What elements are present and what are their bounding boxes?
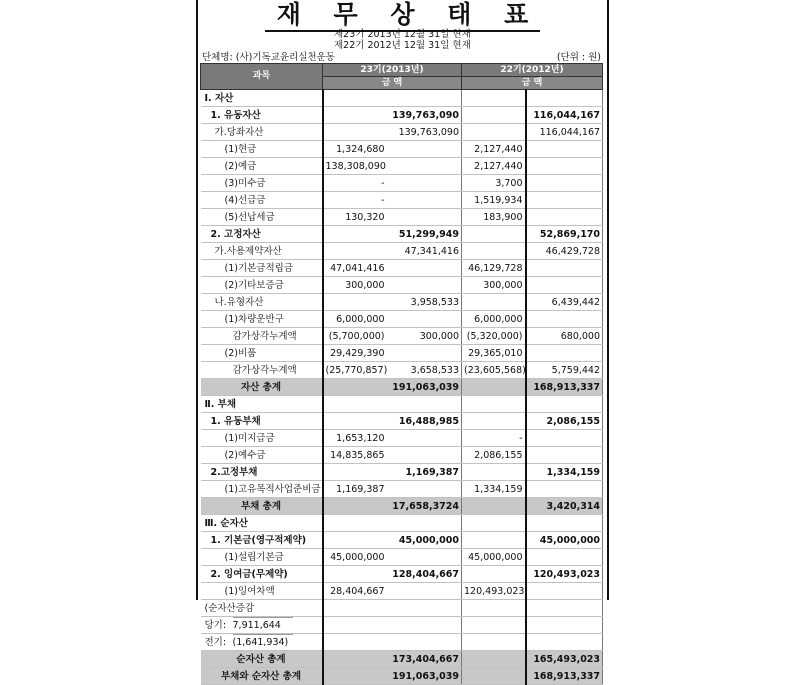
current-amount-cell: 3,658,533 xyxy=(387,362,462,379)
current-amount-cell: 3,958,533 xyxy=(387,294,462,311)
table-row xyxy=(201,362,603,379)
account-cell: (1)잉여차액 xyxy=(201,583,323,600)
prior-amount-cell xyxy=(526,549,603,566)
table-body xyxy=(201,90,603,685)
account-cell: 순자산 총계 xyxy=(201,651,323,668)
current-amount-cell: 300,000 xyxy=(387,328,462,345)
account-cell: (2)예금 xyxy=(201,158,323,175)
account-cell: 가.당좌자산 xyxy=(201,124,323,141)
prior-detail-cell: 1,519,934 xyxy=(462,192,526,209)
table-row xyxy=(201,447,603,464)
organization-name: 단체명: (사)기독교윤리실천운동 xyxy=(202,52,335,63)
prior-detail-cell: 2,127,440 xyxy=(462,141,526,158)
account-cell: (2)비품 xyxy=(201,345,323,362)
account-cell: Ⅱ. 부채 xyxy=(201,396,323,413)
current-detail-cell: 1,169,387 xyxy=(323,481,387,498)
current-amount-cell xyxy=(387,90,462,107)
account-cell: (1)고유목적사업준비금 xyxy=(201,481,323,498)
total-row xyxy=(201,498,603,515)
prior-amount-cell xyxy=(526,158,603,175)
prior-amount-cell xyxy=(526,447,603,464)
current-amount-cell xyxy=(387,260,462,277)
account-cell: (1)차량운반구 xyxy=(201,311,323,328)
current-detail-cell: - xyxy=(323,175,387,192)
prior-detail-cell xyxy=(462,600,526,617)
account-header: 과목 xyxy=(201,64,323,90)
current-detail-cell xyxy=(323,396,387,413)
current-detail-cell: 130,320 xyxy=(323,209,387,226)
table-row xyxy=(201,481,603,498)
table-row xyxy=(201,226,603,243)
account-cell: (2)기타보증금 xyxy=(201,277,323,294)
current-amount-cell xyxy=(387,447,462,464)
current-amount-cell xyxy=(387,192,462,209)
current-detail-cell: 45,000,000 xyxy=(323,549,387,566)
prior-detail-cell xyxy=(462,464,526,481)
table-row xyxy=(201,600,603,617)
table-row xyxy=(201,345,603,362)
table-row xyxy=(201,549,603,566)
prior-amount-cell: 116,044,167 xyxy=(526,124,603,141)
current-amount-cell xyxy=(387,175,462,192)
prior-detail-cell xyxy=(462,90,526,107)
prior-detail-cell: (23,605,568) xyxy=(462,362,526,379)
prior-amount-cell: 6,439,442 xyxy=(526,294,603,311)
prior-detail-cell xyxy=(462,396,526,413)
prior-amount-cell: 165,493,023 xyxy=(526,651,603,668)
prior-amount-cell xyxy=(526,515,603,532)
note-label: 당기: xyxy=(204,620,227,631)
current-amount-cell: 139,763,090 xyxy=(387,107,462,124)
prior-detail-cell xyxy=(462,668,526,685)
prior-detail-cell: 2,086,155 xyxy=(462,447,526,464)
prior-amount-cell xyxy=(526,277,603,294)
account-cell: 2.고정부채 xyxy=(201,464,323,481)
prior-amount-cell xyxy=(526,583,603,600)
current-detail-cell: 47,041,416 xyxy=(323,260,387,277)
account-cell: (1)기본금적립금 xyxy=(201,260,323,277)
account-cell: (5)선납세금 xyxy=(201,209,323,226)
prior-amount-header: 금 액 xyxy=(462,77,603,90)
prior-detail-cell xyxy=(462,634,526,651)
prior-detail-cell xyxy=(462,566,526,583)
current-amount-cell: 128,404,667 xyxy=(387,566,462,583)
current-amount-cell: 139,763,090 xyxy=(387,124,462,141)
current-detail-cell xyxy=(323,498,387,515)
current-detail-cell xyxy=(323,107,387,124)
current-amount-cell: 45,000,000 xyxy=(387,532,462,549)
prior-amount-cell xyxy=(526,175,603,192)
table-row xyxy=(201,464,603,481)
current-detail-cell xyxy=(323,90,387,107)
prior-amount-cell: 52,869,170 xyxy=(526,226,603,243)
account-cell: (1)설립기본금 xyxy=(201,549,323,566)
prior-amount-cell: 3,420,314 xyxy=(526,498,603,515)
account-cell: (1)미지급금 xyxy=(201,430,323,447)
current-detail-cell: 138,308,090 xyxy=(323,158,387,175)
table-row xyxy=(201,566,603,583)
current-detail-cell xyxy=(323,294,387,311)
table-row xyxy=(201,124,603,141)
account-cell: (3)미수금 xyxy=(201,175,323,192)
prior-amount-cell xyxy=(526,345,603,362)
current-amount-cell: 17,658,3724 xyxy=(387,498,462,515)
current-detail-cell xyxy=(323,413,387,430)
prior-amount-cell xyxy=(526,260,603,277)
current-amount-cell: 51,299,949 xyxy=(387,226,462,243)
organization-line xyxy=(202,52,601,63)
current-amount-header: 금 액 xyxy=(323,77,462,90)
prior-amount-cell: 45,000,000 xyxy=(526,532,603,549)
prior-amount-cell: 120,493,023 xyxy=(526,566,603,583)
current-amount-cell xyxy=(387,481,462,498)
table-row xyxy=(201,192,603,209)
account-cell: (4)선급금 xyxy=(201,192,323,209)
current-amount-cell: 191,063,039 xyxy=(387,379,462,396)
table-row xyxy=(201,260,603,277)
account-cell: 가.사용제약자산 xyxy=(201,243,323,260)
current-amount-cell xyxy=(387,515,462,532)
account-cell xyxy=(201,634,323,651)
prior-detail-cell: 45,000,000 xyxy=(462,549,526,566)
current-amount-cell: 173,404,667 xyxy=(387,651,462,668)
account-cell: 1. 기본금(영구적제약) xyxy=(201,532,323,549)
account-cell: Ⅰ. 자산 xyxy=(201,90,323,107)
account-cell: 1. 유동자산 xyxy=(201,107,323,124)
account-cell: 1. 유동부채 xyxy=(201,413,323,430)
prior-detail-cell: - xyxy=(462,430,526,447)
balance-sheet-document xyxy=(196,0,609,682)
current-period-header: 23기(2013년) xyxy=(323,64,462,77)
unit-label: (단위 : 원) xyxy=(556,52,601,63)
table-row xyxy=(201,243,603,260)
current-amount-cell xyxy=(387,141,462,158)
prior-amount-cell xyxy=(526,617,603,634)
prior-amount-cell: 168,913,337 xyxy=(526,379,603,396)
account-cell: 부채 총계 xyxy=(201,498,323,515)
prior-detail-cell xyxy=(462,226,526,243)
prior-amount-cell xyxy=(526,311,603,328)
current-detail-cell xyxy=(323,124,387,141)
table-row xyxy=(201,311,603,328)
prior-amount-cell xyxy=(526,141,603,158)
current-amount-cell xyxy=(387,634,462,651)
prior-amount-cell xyxy=(526,209,603,226)
prior-detail-cell xyxy=(462,379,526,396)
account-cell: 부채와 순자산 총계 xyxy=(201,668,323,685)
total-row xyxy=(201,379,603,396)
table-row xyxy=(201,634,603,651)
table-row xyxy=(201,175,603,192)
prior-amount-cell xyxy=(526,600,603,617)
period-prior-line: 제22기 2012년 12월 31일 현재 xyxy=(334,40,471,51)
prior-detail-cell: 2,127,440 xyxy=(462,158,526,175)
account-cell: 2. 잉여금(무제약) xyxy=(201,566,323,583)
total-row xyxy=(201,668,603,685)
current-detail-cell: 1,324,680 xyxy=(323,141,387,158)
prior-detail-cell: 3,700 xyxy=(462,175,526,192)
current-amount-cell xyxy=(387,396,462,413)
table-row xyxy=(201,277,603,294)
current-amount-cell xyxy=(387,209,462,226)
table-row xyxy=(201,413,603,430)
current-amount-cell xyxy=(387,583,462,600)
table-row xyxy=(201,617,603,634)
account-cell: 감가상각누계액 xyxy=(201,362,323,379)
account-cell: 자산 총계 xyxy=(201,379,323,396)
account-cell: (순자산증감 xyxy=(201,600,323,617)
current-amount-cell: 16,488,985 xyxy=(387,413,462,430)
table-row xyxy=(201,396,603,413)
prior-detail-cell xyxy=(462,294,526,311)
current-detail-cell: 29,429,390 xyxy=(323,345,387,362)
account-cell: (1)현금 xyxy=(201,141,323,158)
table-row xyxy=(201,107,603,124)
current-amount-cell xyxy=(387,277,462,294)
period-current-line: 제23기 2013년 12월 31일 현재 xyxy=(334,29,471,40)
prior-detail-cell xyxy=(462,124,526,141)
table-row xyxy=(201,430,603,447)
prior-detail-cell: 29,365,010 xyxy=(462,345,526,362)
current-amount-cell xyxy=(387,600,462,617)
current-detail-cell xyxy=(323,379,387,396)
table-row xyxy=(201,141,603,158)
prior-amount-cell xyxy=(526,634,603,651)
account-cell: 감가상각누계액 xyxy=(201,328,323,345)
prior-detail-cell xyxy=(462,515,526,532)
current-detail-cell xyxy=(323,651,387,668)
table-row xyxy=(201,158,603,175)
account-cell: 2. 고정자산 xyxy=(201,226,323,243)
prior-amount-cell: 168,913,337 xyxy=(526,668,603,685)
note-amount: (1,641,934) xyxy=(233,634,293,650)
prior-detail-cell: 6,000,000 xyxy=(462,311,526,328)
table-row xyxy=(201,583,603,600)
current-detail-cell xyxy=(323,532,387,549)
total-row xyxy=(201,651,603,668)
prior-amount-cell: 680,000 xyxy=(526,328,603,345)
current-amount-cell: 47,341,416 xyxy=(387,243,462,260)
document-title xyxy=(198,1,607,32)
current-amount-cell xyxy=(387,430,462,447)
current-detail-cell: (25,770,857) xyxy=(323,362,387,379)
prior-amount-cell: 5,759,442 xyxy=(526,362,603,379)
current-detail-cell: 300,000 xyxy=(323,277,387,294)
note-amount: 7,911,644 xyxy=(233,617,293,633)
table-row xyxy=(201,209,603,226)
current-detail-cell xyxy=(323,634,387,651)
prior-amount-cell: 1,334,159 xyxy=(526,464,603,481)
account-cell: 나.유형자산 xyxy=(201,294,323,311)
prior-detail-cell xyxy=(462,498,526,515)
table-row xyxy=(201,515,603,532)
prior-amount-cell xyxy=(526,192,603,209)
current-detail-cell: 28,404,667 xyxy=(323,583,387,600)
prior-amount-cell: 2,086,155 xyxy=(526,413,603,430)
title-text: 재 무 상 태 표 xyxy=(265,1,541,32)
account-cell: Ⅲ. 순자산 xyxy=(201,515,323,532)
current-detail-cell xyxy=(323,566,387,583)
current-detail-cell xyxy=(323,226,387,243)
current-detail-cell xyxy=(323,617,387,634)
balance-sheet-table xyxy=(200,63,603,685)
prior-detail-cell: 300,000 xyxy=(462,277,526,294)
current-detail-cell xyxy=(323,243,387,260)
prior-detail-cell: 120,493,023 xyxy=(462,583,526,600)
prior-detail-cell: 1,334,159 xyxy=(462,481,526,498)
table-row xyxy=(201,294,603,311)
current-detail-cell xyxy=(323,464,387,481)
note-label: 전기: xyxy=(204,637,227,648)
current-detail-cell: 1,653,120 xyxy=(323,430,387,447)
prior-detail-cell xyxy=(462,107,526,124)
current-amount-cell xyxy=(387,617,462,634)
prior-amount-cell xyxy=(526,90,603,107)
current-detail-cell xyxy=(323,668,387,685)
prior-amount-cell xyxy=(526,481,603,498)
current-detail-cell: (5,700,000) xyxy=(323,328,387,345)
current-amount-cell xyxy=(387,311,462,328)
table-row xyxy=(201,328,603,345)
table-row xyxy=(201,90,603,107)
current-detail-cell: 6,000,000 xyxy=(323,311,387,328)
current-amount-cell xyxy=(387,549,462,566)
prior-detail-cell xyxy=(462,617,526,634)
current-detail-cell xyxy=(323,600,387,617)
prior-amount-cell: 116,044,167 xyxy=(526,107,603,124)
table-row xyxy=(201,532,603,549)
current-amount-cell: 1,169,387 xyxy=(387,464,462,481)
prior-amount-cell: 46,429,728 xyxy=(526,243,603,260)
prior-detail-cell xyxy=(462,532,526,549)
account-cell: (2)예수금 xyxy=(201,447,323,464)
prior-amount-cell xyxy=(526,396,603,413)
current-detail-cell xyxy=(323,515,387,532)
current-amount-cell: 191,063,039 xyxy=(387,668,462,685)
prior-amount-cell xyxy=(526,430,603,447)
account-cell xyxy=(201,617,323,634)
header-row-1 xyxy=(201,64,603,77)
current-amount-cell xyxy=(387,345,462,362)
prior-detail-cell xyxy=(462,413,526,430)
current-detail-cell: 14,835,865 xyxy=(323,447,387,464)
prior-detail-cell: (5,320,000) xyxy=(462,328,526,345)
current-amount-cell xyxy=(387,158,462,175)
prior-period-header: 22기(2012년) xyxy=(462,64,603,77)
prior-detail-cell: 46,129,728 xyxy=(462,260,526,277)
prior-detail-cell xyxy=(462,243,526,260)
prior-detail-cell: 183,900 xyxy=(462,209,526,226)
current-detail-cell: - xyxy=(323,192,387,209)
prior-detail-cell xyxy=(462,651,526,668)
